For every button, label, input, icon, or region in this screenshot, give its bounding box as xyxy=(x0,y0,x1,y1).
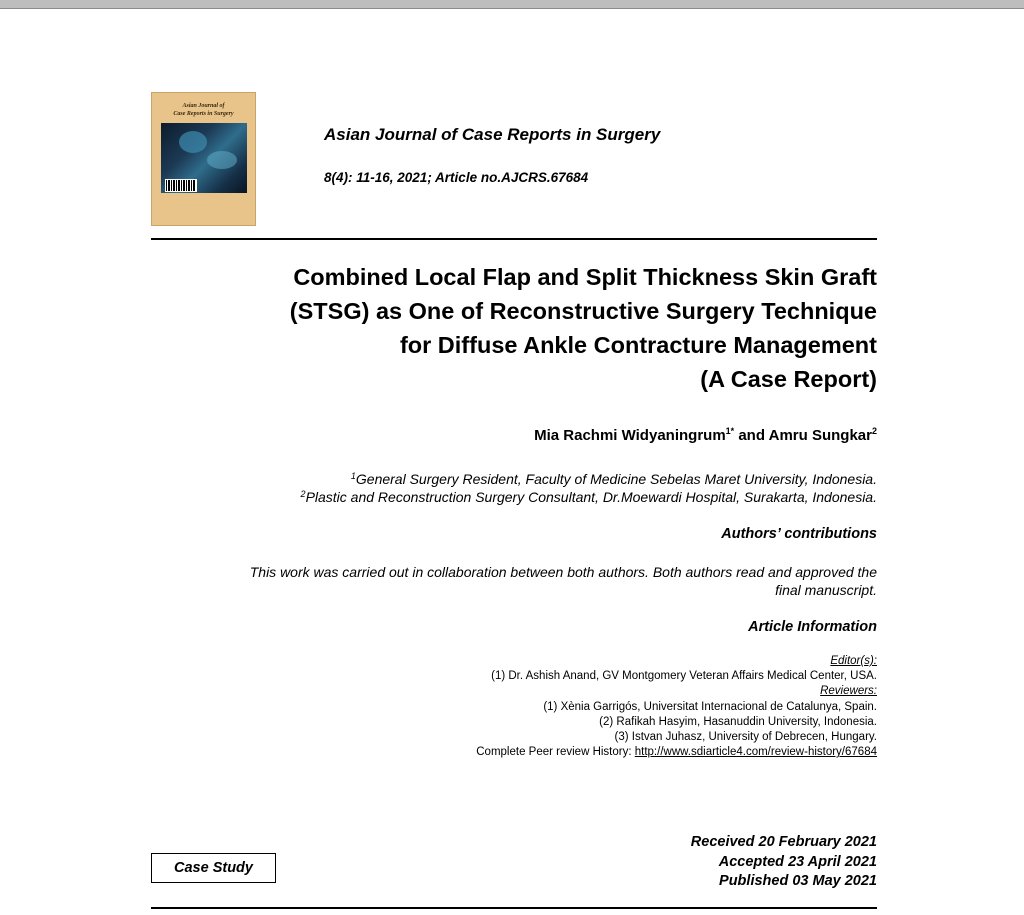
published-date: Published 03 May 2021 xyxy=(719,873,877,889)
title-line: (STSG) as One of Reconstructive Surgery Technique xyxy=(289,298,877,324)
author-name: Amru Sungkar xyxy=(768,427,872,444)
affiliation-marker: 2 xyxy=(300,489,306,499)
reviewers-label: Reviewers: xyxy=(820,685,877,698)
article-type-box xyxy=(151,853,276,883)
contributions-line: This work was carried out in collaboration between both authors. Both authors read and approved the xyxy=(249,564,877,580)
cover-title-line: Case Reports in Surgery xyxy=(173,111,234,117)
affiliation-text: Plastic and Reconstruction Surgery Consultant, Dr.Moewardi Hospital, Surakarta, Indonesia. xyxy=(305,489,877,505)
header-divider xyxy=(151,238,877,240)
barcode-icon xyxy=(165,179,197,192)
journal-cover-image xyxy=(151,92,256,226)
affiliation xyxy=(151,489,877,505)
reviewer-entry: (1) Xènia Garrigós, Universitat Internacional de Catalunya, Spain. xyxy=(543,700,877,713)
cover-photo-detail xyxy=(207,151,237,169)
received-date: Received 20 February 2021 xyxy=(690,834,877,850)
affiliation-marker: 1 xyxy=(350,471,356,481)
affiliation-text: General Surgery Resident, Faculty of Medicine Sebelas Maret University, Indonesia. xyxy=(355,471,877,487)
affiliation xyxy=(151,471,877,487)
reviewer-entry: (3) Istvan Juhasz, University of Debrecen, Hungary. xyxy=(614,731,877,744)
article-type-label: Case Study xyxy=(174,860,253,876)
review-history xyxy=(151,745,877,760)
journal-name: Asian Journal of Case Reports in Surgery xyxy=(324,125,661,144)
review-history-link[interactable]: http://www.sdiarticle4.com/review-history/67684 xyxy=(634,746,877,759)
author-affil-marker: 1* xyxy=(725,426,735,436)
review-history-label: Complete Peer review History: xyxy=(476,746,635,759)
article-info-block xyxy=(151,654,877,760)
viewer-top-bar xyxy=(0,0,1024,9)
article-info-heading: Article Information xyxy=(748,619,877,635)
editors-label: Editor(s): xyxy=(830,655,877,667)
cover-title-line: Asian Journal of xyxy=(182,103,225,109)
title-line: for Diffuse Ankle Contracture Management xyxy=(399,332,877,358)
author-joiner: and xyxy=(734,427,769,444)
contributions-text xyxy=(151,563,877,599)
contributions-line: final manuscript. xyxy=(775,582,877,598)
paper-title xyxy=(120,260,877,396)
reviewer-entry: (2) Rafikah Hasyim, Hasanuddin University, Indonesia. xyxy=(599,715,877,728)
author-name: Mia Rachmi Widyaningrum xyxy=(534,427,726,444)
accepted-date: Accepted 23 April 2021 xyxy=(718,853,877,870)
cover-photo-detail xyxy=(179,131,207,153)
publication-dates xyxy=(560,833,877,892)
title-line: (A Case Report) xyxy=(700,366,877,392)
title-line: Combined Local Flap and Split Thickness Skin Graft xyxy=(293,264,877,290)
journal-citation: 8(4): 11-16, 2021; Article no.AJCRS.67684 xyxy=(324,170,589,185)
contributions-heading: Authors’ contributions xyxy=(721,526,877,542)
editor-entry: (1) Dr. Ashish Anand, GV Montgomery Veteran Affairs Medical Center, USA. xyxy=(491,670,877,683)
author-affil-marker: 2 xyxy=(871,426,877,436)
author-list xyxy=(151,427,877,444)
footer-divider xyxy=(151,907,877,909)
